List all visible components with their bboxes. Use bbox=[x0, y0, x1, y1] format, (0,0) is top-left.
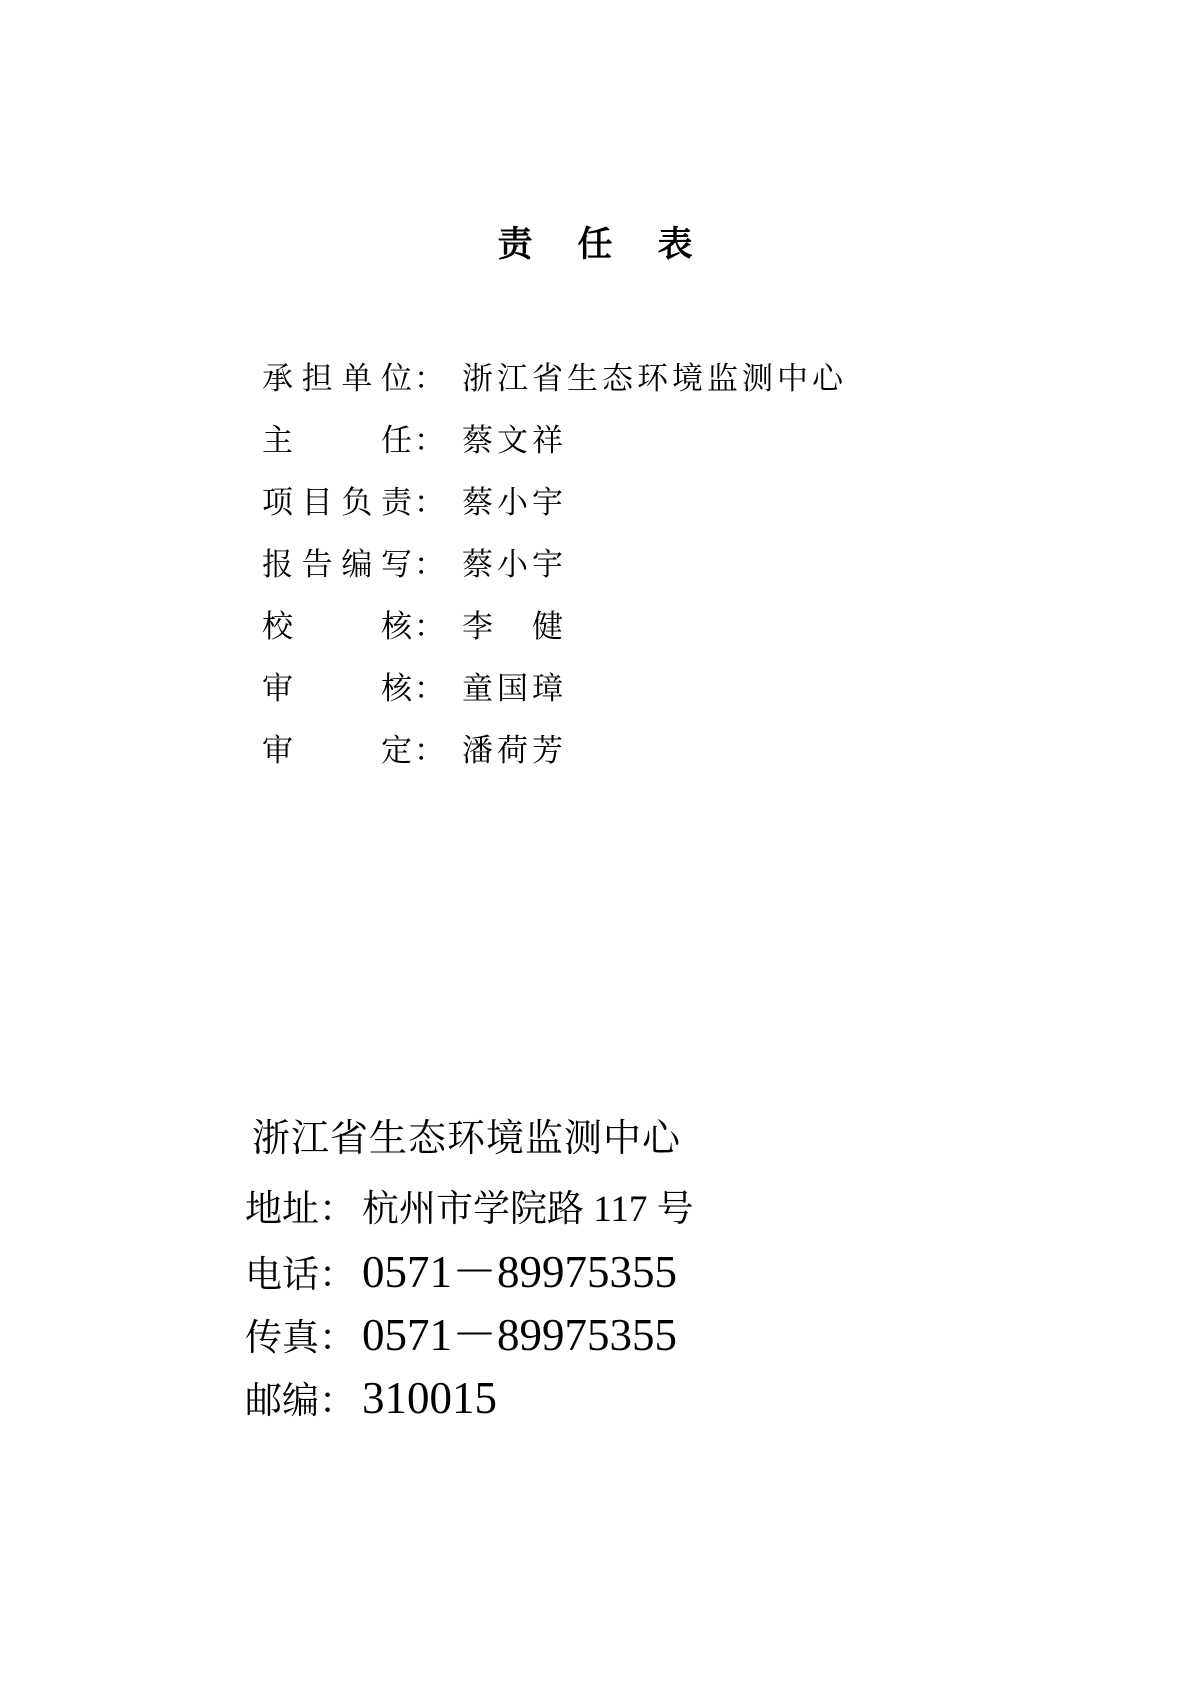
colon-separator: ： bbox=[414, 733, 445, 768]
contact-line-address bbox=[245, 1178, 694, 1241]
colon-separator: ： bbox=[319, 1381, 356, 1422]
page-title-text: 责任表 bbox=[497, 225, 738, 264]
contact-line-phone bbox=[245, 1241, 694, 1304]
role-label: 校核 bbox=[262, 609, 412, 644]
responsibility-row-undertaking-unit bbox=[262, 348, 847, 410]
role-value: 浙江省生态环境监测中心 bbox=[462, 361, 847, 396]
role-value: 童国璋 bbox=[462, 671, 567, 706]
responsibility-row-reviewer bbox=[262, 658, 847, 720]
role-label: 审核 bbox=[262, 671, 412, 706]
role-value: 蔡小宇 bbox=[462, 547, 567, 582]
role-label: 报告编写 bbox=[262, 547, 412, 582]
responsibility-row-director bbox=[262, 410, 847, 472]
role-value: 李 健 bbox=[462, 609, 567, 644]
colon-separator: ： bbox=[319, 1255, 356, 1296]
responsibility-row-report-writer bbox=[262, 534, 847, 596]
responsibility-row-proofreader bbox=[262, 596, 847, 658]
organization-name: 浙江省生态环境监测中心 bbox=[252, 1118, 682, 1160]
colon-separator: ： bbox=[414, 547, 445, 582]
role-value: 蔡小宇 bbox=[462, 485, 567, 520]
contact-label: 邮编 bbox=[245, 1381, 319, 1422]
colon-separator: ： bbox=[414, 361, 445, 396]
colon-separator: ： bbox=[319, 1318, 356, 1359]
contact-label: 地址 bbox=[245, 1189, 319, 1230]
contact-value: 0571－89975355 bbox=[362, 1247, 678, 1297]
colon-separator: ： bbox=[414, 609, 445, 644]
colon-separator: ： bbox=[414, 423, 445, 458]
contact-label: 电话 bbox=[245, 1255, 319, 1296]
role-value: 潘荷芳 bbox=[462, 733, 567, 768]
role-label: 主任 bbox=[262, 423, 412, 458]
role-label: 审定 bbox=[262, 733, 412, 768]
colon-separator: ： bbox=[414, 671, 445, 706]
page-title bbox=[0, 222, 1190, 268]
contact-line-fax bbox=[245, 1304, 694, 1367]
colon-separator: ： bbox=[319, 1189, 356, 1230]
colon-separator: ： bbox=[414, 485, 445, 520]
role-label: 项目负责 bbox=[262, 485, 412, 520]
responsibility-row-approver bbox=[262, 720, 847, 782]
contact-value: 0571－89975355 bbox=[362, 1310, 678, 1360]
contact-line-postcode bbox=[245, 1367, 694, 1430]
contact-value: 杭州市学院路 117 号 bbox=[362, 1189, 694, 1230]
contact-block bbox=[245, 1106, 694, 1430]
responsibility-row-project-lead bbox=[262, 472, 847, 534]
responsibility-table bbox=[262, 348, 847, 782]
contact-label: 传真 bbox=[245, 1318, 319, 1359]
role-value: 蔡文祥 bbox=[462, 423, 567, 458]
role-label: 承担单位 bbox=[262, 361, 412, 396]
contact-value: 310015 bbox=[362, 1373, 497, 1423]
